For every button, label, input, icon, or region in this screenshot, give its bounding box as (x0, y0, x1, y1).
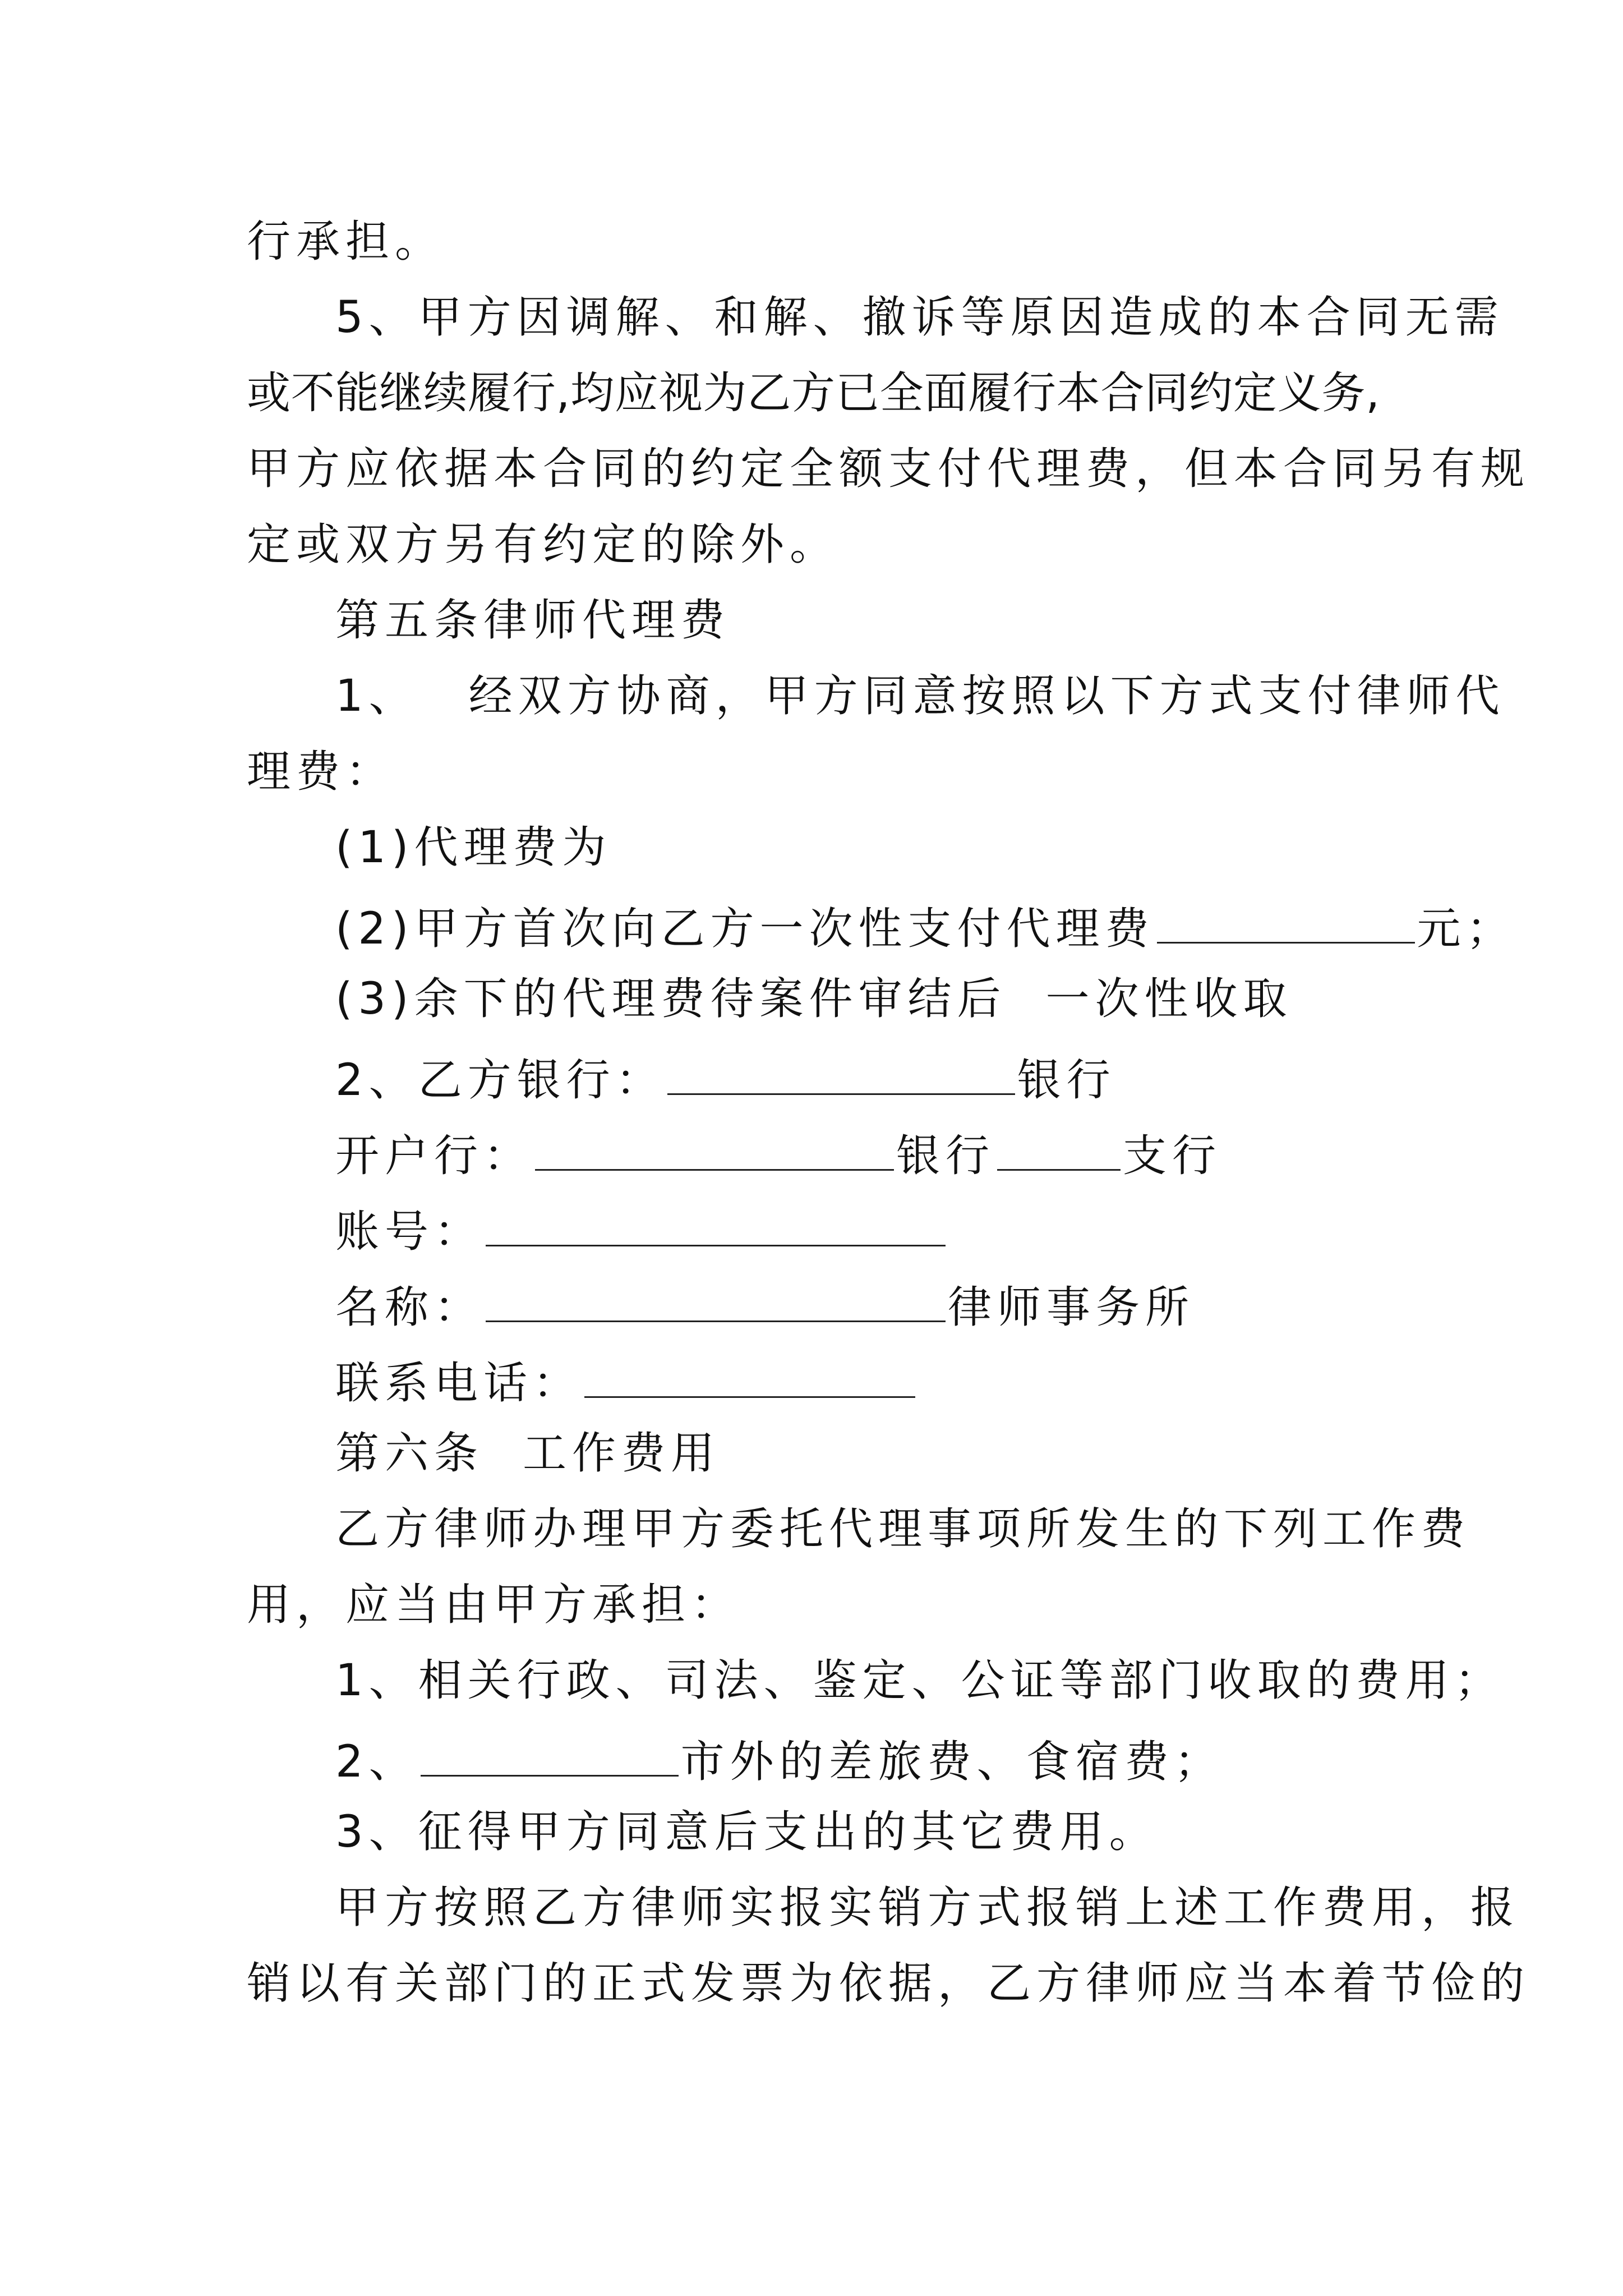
clause-number: 1、 (335, 671, 418, 721)
first-payment-line (335, 901, 1516, 954)
text-line: 1、相关行政、司法、鉴定、公证等部门收取的费用； (335, 1655, 1504, 1706)
text-segment: (3)余下的代理费待案件审结后 (335, 974, 1007, 1024)
field-suffix: 银行 (1017, 1055, 1116, 1106)
field-label: (2)甲方首次向乙方一次性支付代理费 (335, 904, 1155, 954)
text-line: 乙方律师办理甲方委托代理事项所发生的下列工作费 (335, 1504, 1471, 1554)
phone-blank[interactable] (584, 1356, 915, 1398)
text-line: 5、甲方因调解、和解、撤诉等原因造成的本合同无需 (335, 292, 1504, 343)
name-line (335, 1280, 1195, 1333)
text-line: 理费： (247, 747, 395, 797)
text-line: 3、征得甲方同意后支出的其它费用。 (335, 1807, 1159, 1857)
phone-line (335, 1356, 917, 1409)
field-label: 名称： (335, 1282, 484, 1333)
text-line: 甲方按照乙方律师实报实销方式报销上述工作费用，报 (335, 1883, 1520, 1933)
field-label: 开户行： (335, 1131, 533, 1181)
account-blank[interactable] (486, 1204, 946, 1246)
account-line (335, 1204, 948, 1257)
clause-line (335, 671, 1505, 721)
text-line: 或不能继续履行,均应视为乙方已全面履行本合同约定义务, (247, 368, 1380, 418)
field-label: 账号： (335, 1207, 484, 1257)
field-middle: 银行 (896, 1131, 995, 1181)
field-label: 2、乙方银行： (335, 1055, 665, 1106)
field-label: 联系电话： (335, 1358, 583, 1409)
field-suffix: 元； (1417, 904, 1516, 954)
bank-line (335, 1053, 1116, 1106)
travel-line (335, 1734, 1224, 1787)
article-heading (335, 1428, 721, 1479)
branch-blank[interactable] (997, 1129, 1121, 1171)
text-line: (1)代理费为 (335, 822, 612, 873)
field-suffix: 支行 (1123, 1131, 1222, 1181)
article-title: 工作费用 (523, 1428, 721, 1479)
field-label: 2、 (335, 1737, 418, 1787)
branch-bank-blank[interactable] (535, 1129, 894, 1171)
clause-text: 经双方协商，甲方同意按照以下方式支付律师代 (468, 671, 1505, 721)
travel-blank[interactable] (421, 1734, 679, 1777)
remaining-fee-line (335, 974, 1293, 1024)
name-blank[interactable] (486, 1280, 946, 1322)
text-line: 行承担。 (247, 217, 445, 267)
branch-line (335, 1129, 1222, 1181)
text-line: 甲方应依据本合同的约定全额支付代理费，但本合同另有规 (247, 444, 1530, 494)
text-segment: 一次性收取 (1045, 974, 1293, 1024)
article-heading: 第五条律师代理费 (335, 595, 731, 646)
field-suffix: 市外的差旅费、食宿费； (680, 1737, 1224, 1787)
field-suffix: 律师事务所 (948, 1282, 1195, 1333)
text-line: 用，应当由甲方承担： (247, 1580, 741, 1630)
text-line: 定或双方另有约定的除外。 (247, 519, 840, 570)
text-line: 销以有关部门的正式发票为依据，乙方律师应当本着节俭的 (247, 1958, 1530, 2009)
first-payment-blank[interactable] (1157, 901, 1415, 944)
bank-blank[interactable] (667, 1053, 1015, 1095)
article-number: 第六条 (335, 1428, 484, 1479)
